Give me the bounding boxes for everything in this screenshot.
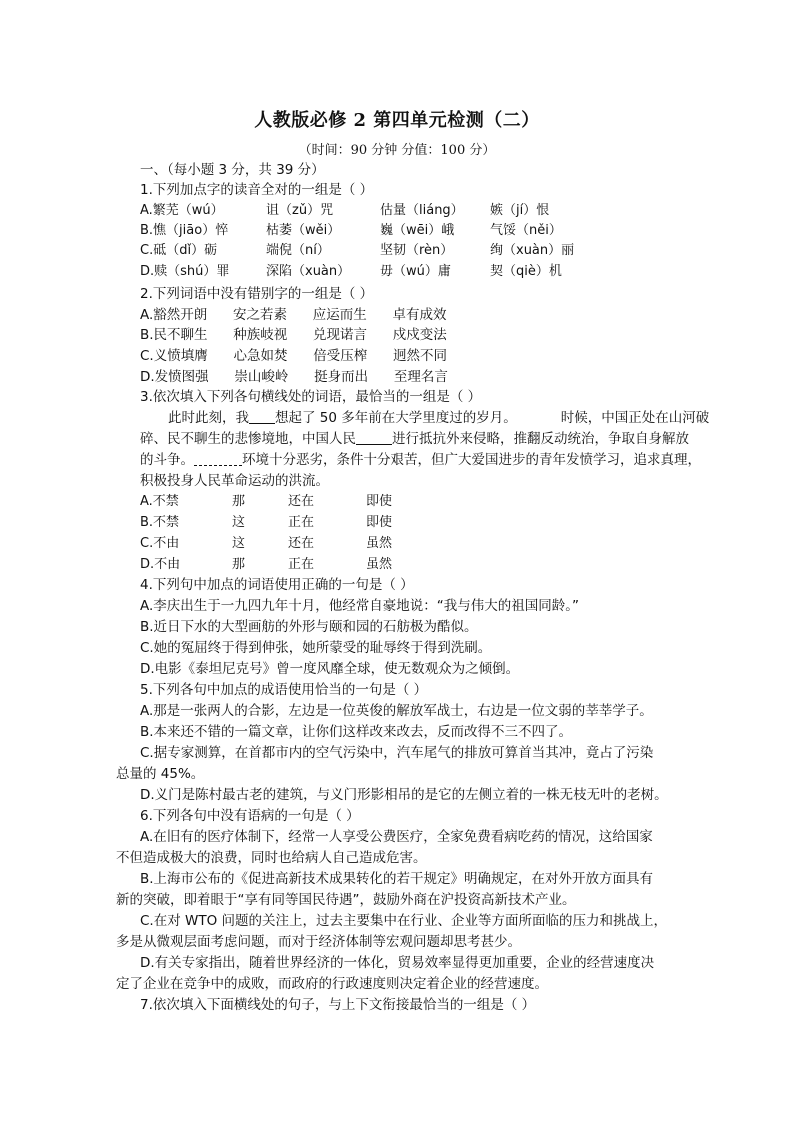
q3-cell: 正在 [288, 557, 315, 572]
q6-option-d: D.有关专家指出，随着世界经济的一体化，贸易效率显得更加重要，企业的经营速度决 [140, 955, 655, 971]
q3-cell: 正在 [288, 515, 315, 530]
q3-cell: 还在 [288, 536, 315, 551]
q1-cell: 深陷（xuàn） [266, 264, 351, 279]
q3-cell: 即使 [366, 494, 393, 509]
q2-option: D.发愤图强 崇山峻岭 挺身而出 至理名言 [140, 369, 448, 385]
q3-cell: B.不禁 [140, 515, 180, 530]
q3-cell: 即使 [366, 515, 393, 530]
q1-cell: D.赎（shú）罪 [140, 264, 230, 279]
q1-cell: A.繁芜（wú） [140, 203, 224, 218]
q5-option-d: D.义门是陈村最古老的建筑，与义门形影相吊的是它的左侧立着的一株无枝无叶的老树。 [140, 787, 668, 803]
q1-option-row [0, 201, 794, 221]
q3-text: 想起了 50 多年前在大学里度过的岁月。 [275, 410, 517, 426]
question-6-stem: 6.下列各句中没有语病的一句是（ ） [140, 808, 360, 824]
q6-option-d-cont: 定了企业在竞争中的成败，而政府的行政速度则决定着企业的经营速度。 [116, 976, 548, 992]
q3-text: 环境十分恶劣，条件十分艰苦，但广大爱国进步的青年发愤学习，追求真理， [242, 452, 701, 468]
q6-option-b: B.上海市公布的《促进高新技术成果转化的若干规定》明确规定，在对外开放方面具有 [140, 871, 654, 887]
q4-option-d: D.电影《泰坦尼克号》曾一度风靡全球，使无数观众为之倾倒。 [140, 661, 520, 677]
q1-cell: 巍（wēi）峨 [380, 223, 455, 238]
q1-cell: 气馁（něi） [490, 223, 562, 238]
q4-option-c: C.她的冤屈终于得到伸张，她所蒙受的耻辱终于得到洗刷。 [140, 640, 492, 656]
q5-option-a: A.那是一张两人的合影，左边是一位英俊的解放军战士，右边是一位文弱的莘莘学子。 [140, 703, 653, 719]
q1-cell: C.砥（dǐ）砺 [140, 243, 218, 258]
q6-option-a-cont: 不但造成极大的浪费，同时也给病人自己造成危害。 [116, 850, 427, 866]
q3-passage-line [168, 408, 709, 428]
q1-option-row [0, 241, 794, 261]
question-7-stem: 7.依次填入下面横线处的句子，与上下文衔接最恰当的一组是（ ） [140, 997, 536, 1013]
q3-cell: 这 [232, 536, 246, 551]
q1-cell: 嫉（jí）恨 [490, 203, 550, 218]
q2-option: C.义愤填膺 心急如焚 倍受压榨 迥然不同 [140, 348, 447, 364]
q3-text: 进行抵抗外来侵略，推翻反动统治，争取自身解放 [392, 431, 689, 447]
q3-text: 碎、民不聊生的悲惨境地，中国人民 [140, 431, 356, 447]
q3-option-row [0, 492, 794, 512]
q5-option-b: B.本来还不错的一篇文章，让你们这样改来改去，反而改得不三不四了。 [140, 724, 573, 740]
q3-cell: 这 [232, 515, 246, 530]
q1-option-row [0, 262, 794, 282]
q3-text: 时候，中国正处在山河破 [560, 410, 710, 426]
q3-cell: D.不由 [140, 557, 181, 572]
q3-passage-line: 积极投身人民革命运动的洪流。 [140, 473, 329, 489]
q3-cell: 虽然 [366, 557, 393, 572]
q3-passage-line [140, 450, 701, 470]
section-heading: 一、（每小题 3 分，共 39 分） [140, 162, 325, 178]
q3-cell: C.不由 [140, 536, 180, 551]
q1-cell: 估量（liáng） [380, 203, 464, 218]
q3-option-row [0, 555, 794, 575]
page-title: 人教版必修 2 第四单元检测（二） [254, 110, 540, 131]
fill-blank [249, 409, 275, 424]
q3-cell: 那 [232, 557, 246, 572]
q1-cell: 诅（zǔ）咒 [266, 203, 334, 218]
q4-option-b: B.近日下水的大型画舫的外形与颐和园的石舫极为酷似。 [140, 619, 478, 635]
q2-option: B.民不聊生 种族岐视 兑现诺言 戍戍变法 [140, 327, 447, 343]
fill-blank [356, 430, 392, 445]
q3-cell: 还在 [288, 494, 315, 509]
q6-option-c-cont: 多是从微观层面考虑问题，而对于经济体制等宏观问题却思考甚少。 [116, 934, 521, 950]
q3-option-row [0, 534, 794, 554]
q1-cell: B.憔（jiāo）悴 [140, 223, 229, 238]
q1-cell: 坚韧（rèn） [380, 243, 454, 258]
question-1-stem: 1.下列加点字的读音全对的一组是（ ） [140, 182, 374, 198]
question-2-stem: 2.下列词语中没有错别字的一组是（ ） [140, 286, 374, 302]
q6-option-c: C.在对 WTO 问题的关注上，过去主要集中在行业、企业等方面所面临的压力和挑战上， [140, 913, 668, 929]
q5-option-c: C.据专家测算，在首都市内的空气污染中，汽车尾气的排放可算首当其冲，竟占了污染 [140, 745, 654, 761]
q1-cell: 契（qiè）机 [490, 264, 562, 279]
q1-cell: 端倪（ní） [266, 243, 330, 258]
exam-meta: （时间：90 分钟 分值：100 分） [298, 143, 496, 158]
q3-cell: A.不禁 [140, 494, 179, 509]
q3-passage-line [140, 429, 689, 449]
question-3-stem: 3.依次填入下列各句横线处的词语，最恰当的一组是（ ） [140, 389, 482, 405]
q1-cell: 毋（wú）庸 [380, 264, 451, 279]
q3-option-row [0, 513, 794, 533]
q4-option-a: A.李庆出生于一九四九年十月，他经常自豪地说：“我与伟大的祖国同龄。” [140, 598, 580, 614]
q3-cell: 虽然 [366, 536, 393, 551]
q3-cell: 那 [232, 494, 246, 509]
fill-blank [194, 451, 242, 466]
q2-option: A.豁然开朗 安之若素 应运而生 卓有成效 [140, 307, 447, 323]
question-4-stem: 4.下列句中加点的词语使用正确的一句是（ ） [140, 577, 414, 593]
q1-cell: 绚（xuàn）丽 [490, 243, 575, 258]
q1-option-row [0, 221, 794, 241]
question-5-stem: 5.下列各句中加点的成语使用恰当的一句是（ ） [140, 682, 428, 698]
q6-option-b-cont: 新的突破，即着眼于“享有同等国民待遇”，鼓励外商在沪投资高新技术产业。 [116, 892, 576, 908]
q3-text: 的斗争。 [140, 452, 194, 468]
q1-cell: 枯萎（wěi） [266, 223, 341, 238]
q3-text: 此时此刻，我 [168, 410, 249, 426]
q6-option-a: A.在旧有的医疗体制下，经常一人享受公费医疗，全家免费看病吃药的情况，这给国家 [140, 829, 653, 845]
q5-option-c-cont: 总量的 45%。 [116, 766, 205, 782]
